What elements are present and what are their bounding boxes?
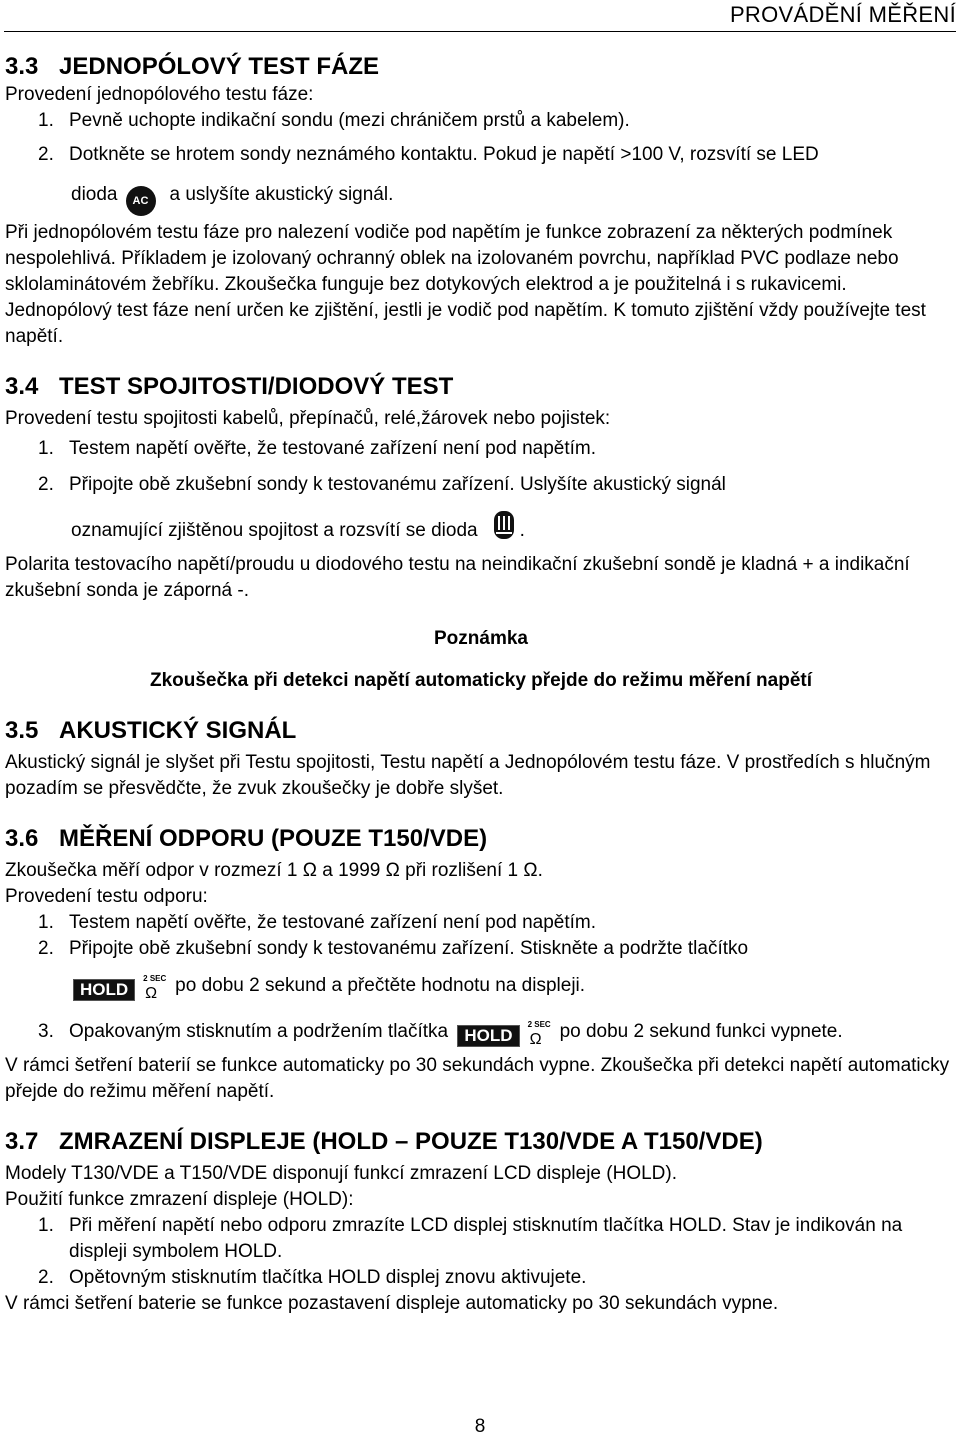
section-3-7-intro: Použití funkce zmrazení displeje (HOLD): — [5, 1189, 354, 1210]
section-title: TEST SPOJITOSTI/DIODOVÝ TEST — [59, 373, 454, 400]
list-item — [5, 1265, 957, 1291]
section-3-6-list — [5, 910, 957, 962]
section-number: 3.4 — [5, 373, 39, 400]
section-3-7-list — [5, 1213, 957, 1291]
buzzer-led-icon — [492, 510, 516, 540]
list-item — [5, 1019, 957, 1053]
list-text: dioda — [71, 184, 118, 205]
list-number: 1. — [38, 912, 54, 933]
list-item-continuation — [5, 972, 957, 1007]
list-text: Dotkněte se hrotem sondy neznámého kontaktu. Pokud je napětí >100 V, rozsvítí se LED — [69, 144, 819, 165]
running-header: PROVÁDĚNÍ MĚŘENÍ — [729, 2, 956, 27]
section-number: 3.7 — [5, 1128, 39, 1155]
list-number: 2. — [38, 474, 54, 495]
section-3-3-heading — [5, 52, 957, 82]
section-number: 3.3 — [5, 53, 39, 80]
page-content — [5, 52, 957, 1317]
ac-led-icon: AC — [126, 186, 156, 216]
list-text: Připojte obě zkušební sondy k testovanému zařízení. Uslyšíte akustický signál — [69, 474, 726, 495]
list-text: a uslyšíte akustický signál. — [169, 184, 394, 205]
list-number: 1. — [38, 110, 54, 131]
section-3-4-list — [5, 436, 957, 498]
section-3-6-intro: Provedení testu odporu: — [5, 886, 208, 907]
list-item — [5, 472, 957, 498]
section-3-4-heading — [5, 372, 957, 402]
list-item — [5, 142, 957, 168]
list-text: . — [519, 520, 525, 541]
list-item — [5, 936, 957, 962]
section-title: AKUSTICKÝ SIGNÁL — [59, 717, 297, 744]
list-item — [5, 1213, 957, 1265]
section-3-5-paragraph: Akustický signál je slyšet při Testu spojitosti, Testu napětí a Jednopólovém testu fáze. V prostředích s hlučným pozadím se přesvědčte, že zvuk zkoušečky je dobře slyšet. — [5, 752, 931, 799]
page-number: 8 — [474, 1416, 486, 1437]
section-title: ZMRAZENÍ DISPLEJE (HOLD – POUZE T130/VDE A T150/VDE) — [59, 1128, 763, 1155]
hold-label: HOLD — [73, 979, 135, 1001]
list-text: Při měření napětí nebo odporu zmrazíte LCD displej stisknutím tlačítka HOLD. Stav je indikován na displeji symbolem HOLD. — [69, 1215, 903, 1262]
list-text-part: po dobu 2 sekund funkci vypnete. — [559, 1021, 843, 1042]
section-number: 3.5 — [5, 717, 39, 744]
list-text: Testem napětí ověřte, že testované zařízení není pod napětím. — [69, 912, 597, 933]
list-text: po dobu 2 sekund a přečtěte hodnotu na displeji. — [175, 975, 586, 996]
section-3-3-paragraph: Při jednopólovém testu fáze pro nalezení vodiče pod napětím je funkce zobrazení za některých podmínek nespolehlivá. Příkladem je izolovaný ochranný oblek na izolovaném povrchu, například PVC podlaze nebo sklolaminátovém žebříku. Zkoušečka funguje bez dotykových elektrod a je použitelná i s rukavicemi. Jednopólový test fáze není určen ke zjištění, jestli je vodič pod napětím. K tomuto zjištění vždy používejte test napětí. — [5, 222, 926, 347]
list-number: 2. — [38, 938, 54, 959]
list-text: Pevně uchopte indikační sondu (mezi chráničem prstů a kabelem). — [69, 110, 630, 131]
section-3-4-paragraph: Polarita testovacího napětí/proudu u diodového testu na neindikační zkušební sondě je kladná + a indikační zkušební sonda je záporná -. — [5, 554, 910, 601]
note-text: Zkoušečka při detekci napětí automaticky přejde do režimu měření napětí — [149, 670, 813, 691]
list-number: 1. — [38, 1215, 54, 1236]
section-3-5-heading — [5, 716, 957, 746]
list-number: 2. — [38, 1267, 54, 1288]
list-item-continuation — [5, 510, 957, 546]
list-number: 1. — [38, 438, 54, 459]
list-item-continuation — [5, 180, 957, 216]
hold-seconds-label: 2 SEC — [143, 974, 167, 983]
list-number: 3. — [38, 1021, 54, 1042]
list-item — [5, 108, 957, 134]
section-3-7-heading — [5, 1127, 957, 1157]
list-item — [5, 910, 957, 936]
section-3-7-line: Modely T130/VDE a T150/VDE disponují funkcí zmrazení LCD displeje (HOLD). — [5, 1163, 677, 1184]
hold-label: HOLD — [457, 1025, 519, 1047]
section-3-6-line: Zkoušečka měří odpor v rozmezí 1 Ω a 1999 Ω při rozlišení 1 Ω. — [5, 860, 543, 881]
list-text — [69, 1019, 957, 1053]
section-title: MĚŘENÍ ODPORU (POUZE T150/VDE) — [59, 825, 488, 852]
section-3-3-intro: Provedení jednopólového testu fáze: — [5, 84, 314, 105]
note-title: Poznámka — [434, 628, 528, 649]
section-3-7-paragraph: V rámci šetření baterie se funkce pozastavení displeje automaticky po 30 sekundách vypne. — [5, 1293, 779, 1314]
section-3-3-list — [5, 108, 957, 168]
list-text-part: Opakovaným stisknutím a podržením tlačítka — [69, 1021, 449, 1042]
hold-button-icon — [457, 1020, 551, 1053]
section-number: 3.6 — [5, 825, 39, 852]
hold-button-icon — [73, 974, 167, 1007]
list-text: oznamující zjištěnou spojitost a rozsvítí se dioda — [71, 520, 478, 541]
list-item — [5, 436, 957, 462]
ohm-icon: Ω — [145, 985, 158, 1002]
ohm-icon: Ω — [529, 1031, 542, 1048]
hold-seconds-label: 2 SEC — [527, 1020, 551, 1029]
list-text: Připojte obě zkušební sondy k testovanému zařízení. Stiskněte a podržte tlačítko — [69, 938, 749, 959]
section-3-6-paragraph: V rámci šetření baterií se funkce automaticky po 30 sekundách vypne. Zkoušečka při detekci napětí automaticky přejde do režimu měření napětí. — [5, 1055, 950, 1102]
section-title: JEDNOPÓLOVÝ TEST FÁZE — [59, 53, 380, 80]
list-text: Testem napětí ověřte, že testované zařízení není pod napětím. — [69, 438, 597, 459]
list-text: Opětovným stisknutím tlačítka HOLD displej znovu aktivujete. — [69, 1267, 587, 1288]
list-number: 2. — [38, 144, 54, 165]
header-rule — [4, 31, 956, 32]
section-3-4-intro: Provedení testu spojitosti kabelů, přepínačů, relé,žárovek nebo pojistek: — [5, 408, 611, 429]
section-3-6-heading — [5, 824, 957, 854]
